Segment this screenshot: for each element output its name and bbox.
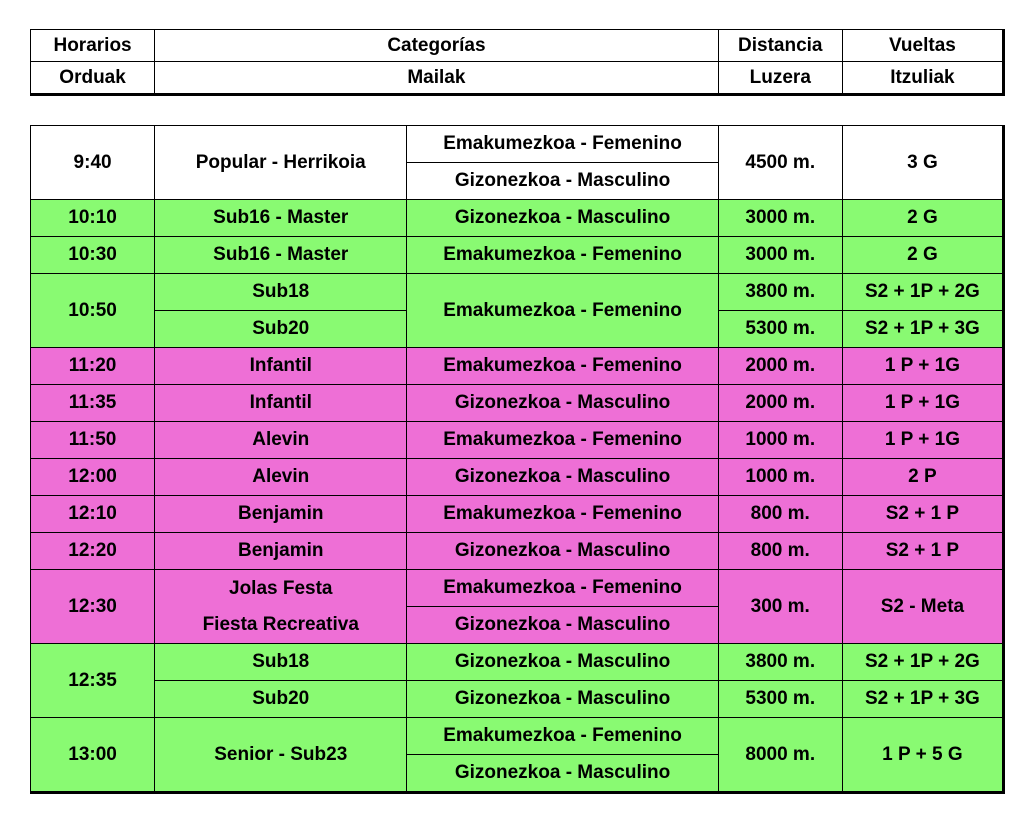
table-row bbox=[31, 496, 1004, 533]
header-distance: Distancia bbox=[718, 30, 842, 62]
row-distance: 1000 m. bbox=[718, 459, 842, 496]
row-laps: 2 G bbox=[842, 237, 1003, 274]
row-gender: Gizonezkoa - Masculino bbox=[407, 459, 718, 496]
row-category-line: Jolas Festa bbox=[229, 577, 333, 599]
row-laps: 1 P + 5 G bbox=[842, 718, 1003, 793]
row-gender: Gizonezkoa - Masculino bbox=[407, 644, 718, 681]
row-time: 10:10 bbox=[31, 200, 155, 237]
table-row bbox=[31, 570, 1004, 607]
row-distance: 800 m. bbox=[718, 496, 842, 533]
row-distance: 3800 m. bbox=[718, 274, 842, 311]
table-row bbox=[31, 385, 1004, 422]
header-distance-eu: Luzera bbox=[718, 62, 842, 95]
row-laps: 2 G bbox=[842, 200, 1003, 237]
row-laps: S2 + 1P + 2G bbox=[842, 644, 1003, 681]
row-gender: Emakumezkoa - Femenino bbox=[407, 496, 718, 533]
row-distance: 8000 m. bbox=[718, 718, 842, 793]
row-gender: Emakumezkoa - Femenino bbox=[407, 126, 718, 163]
row-distance: 1000 m. bbox=[718, 422, 842, 459]
schedule-table bbox=[30, 125, 1005, 794]
row-gender: Emakumezkoa - Femenino bbox=[407, 348, 718, 385]
header-time: Horarios bbox=[31, 30, 155, 62]
table-row bbox=[31, 126, 1004, 163]
row-category: Sub20 bbox=[155, 311, 407, 348]
table-row bbox=[31, 681, 1004, 718]
row-distance: 3800 m. bbox=[718, 644, 842, 681]
row-laps: 3 G bbox=[842, 126, 1003, 200]
row-category: Sub16 - Master bbox=[155, 237, 407, 274]
row-laps: S2 + 1P + 3G bbox=[842, 311, 1003, 348]
row-laps: S2 + 1P + 2G bbox=[842, 274, 1003, 311]
row-distance: 5300 m. bbox=[718, 311, 842, 348]
row-distance: 2000 m. bbox=[718, 385, 842, 422]
row-category bbox=[155, 570, 407, 644]
row-time: 13:00 bbox=[31, 718, 155, 793]
row-time: 10:50 bbox=[31, 274, 155, 348]
row-time: 12:10 bbox=[31, 496, 155, 533]
row-laps: S2 + 1 P bbox=[842, 496, 1003, 533]
row-gender: Emakumezkoa - Femenino bbox=[407, 237, 718, 274]
row-gender: Emakumezkoa - Femenino bbox=[407, 274, 718, 348]
row-time: 11:20 bbox=[31, 348, 155, 385]
table-row bbox=[31, 348, 1004, 385]
row-gender: Gizonezkoa - Masculino bbox=[407, 200, 718, 237]
row-category: Sub18 bbox=[155, 274, 407, 311]
row-category: Sub20 bbox=[155, 681, 407, 718]
table-row bbox=[31, 644, 1004, 681]
table-row bbox=[31, 274, 1004, 311]
row-time: 12:30 bbox=[31, 570, 155, 644]
row-gender: Gizonezkoa - Masculino bbox=[407, 755, 718, 793]
row-distance: 300 m. bbox=[718, 570, 842, 644]
header-time-eu: Orduak bbox=[31, 62, 155, 95]
row-laps: 2 P bbox=[842, 459, 1003, 496]
row-gender: Gizonezkoa - Masculino bbox=[407, 607, 718, 644]
row-category-line: Fiesta Recreativa bbox=[202, 613, 359, 635]
row-distance: 3000 m. bbox=[718, 237, 842, 274]
row-time: 12:35 bbox=[31, 644, 155, 718]
row-time: 11:35 bbox=[31, 385, 155, 422]
row-distance: 2000 m. bbox=[718, 348, 842, 385]
row-category: Sub18 bbox=[155, 644, 407, 681]
row-category: Alevin bbox=[155, 459, 407, 496]
row-time: 9:40 bbox=[31, 126, 155, 200]
table-row bbox=[31, 533, 1004, 570]
row-gender: Gizonezkoa - Masculino bbox=[407, 385, 718, 422]
row-category: Benjamin bbox=[155, 533, 407, 570]
row-category: Infantil bbox=[155, 348, 407, 385]
row-laps: 1 P + 1G bbox=[842, 348, 1003, 385]
row-gender: Gizonezkoa - Masculino bbox=[407, 533, 718, 570]
row-distance: 4500 m. bbox=[718, 126, 842, 200]
row-category: Senior - Sub23 bbox=[155, 718, 407, 793]
row-category: Sub16 - Master bbox=[155, 200, 407, 237]
table-row bbox=[31, 200, 1004, 237]
row-category: Popular - Herrikoia bbox=[155, 126, 407, 200]
row-time: 11:50 bbox=[31, 422, 155, 459]
row-category: Alevin bbox=[155, 422, 407, 459]
row-laps: S2 + 1P + 3G bbox=[842, 681, 1003, 718]
row-gender: Gizonezkoa - Masculino bbox=[407, 163, 718, 200]
header-laps-eu: Itzuliak bbox=[842, 62, 1003, 95]
row-laps: S2 + 1 P bbox=[842, 533, 1003, 570]
row-laps: 1 P + 1G bbox=[842, 422, 1003, 459]
header-laps: Vueltas bbox=[842, 30, 1003, 62]
row-gender: Gizonezkoa - Masculino bbox=[407, 681, 718, 718]
row-time: 12:00 bbox=[31, 459, 155, 496]
row-category: Benjamin bbox=[155, 496, 407, 533]
row-laps: S2 - Meta bbox=[842, 570, 1003, 644]
row-gender: Emakumezkoa - Femenino bbox=[407, 422, 718, 459]
row-gender: Emakumezkoa - Femenino bbox=[407, 718, 718, 755]
table-row bbox=[31, 237, 1004, 274]
table-row bbox=[31, 718, 1004, 755]
row-time: 10:30 bbox=[31, 237, 155, 274]
row-time: 12:20 bbox=[31, 533, 155, 570]
table-row bbox=[31, 422, 1004, 459]
header-category: Categorías bbox=[155, 30, 719, 62]
row-gender: Emakumezkoa - Femenino bbox=[407, 570, 718, 607]
row-distance: 800 m. bbox=[718, 533, 842, 570]
row-laps: 1 P + 1G bbox=[842, 385, 1003, 422]
row-category: Infantil bbox=[155, 385, 407, 422]
row-distance: 5300 m. bbox=[718, 681, 842, 718]
header-table bbox=[30, 29, 1005, 96]
row-distance: 3000 m. bbox=[718, 200, 842, 237]
table-row bbox=[31, 459, 1004, 496]
header-category-eu: Mailak bbox=[155, 62, 719, 95]
